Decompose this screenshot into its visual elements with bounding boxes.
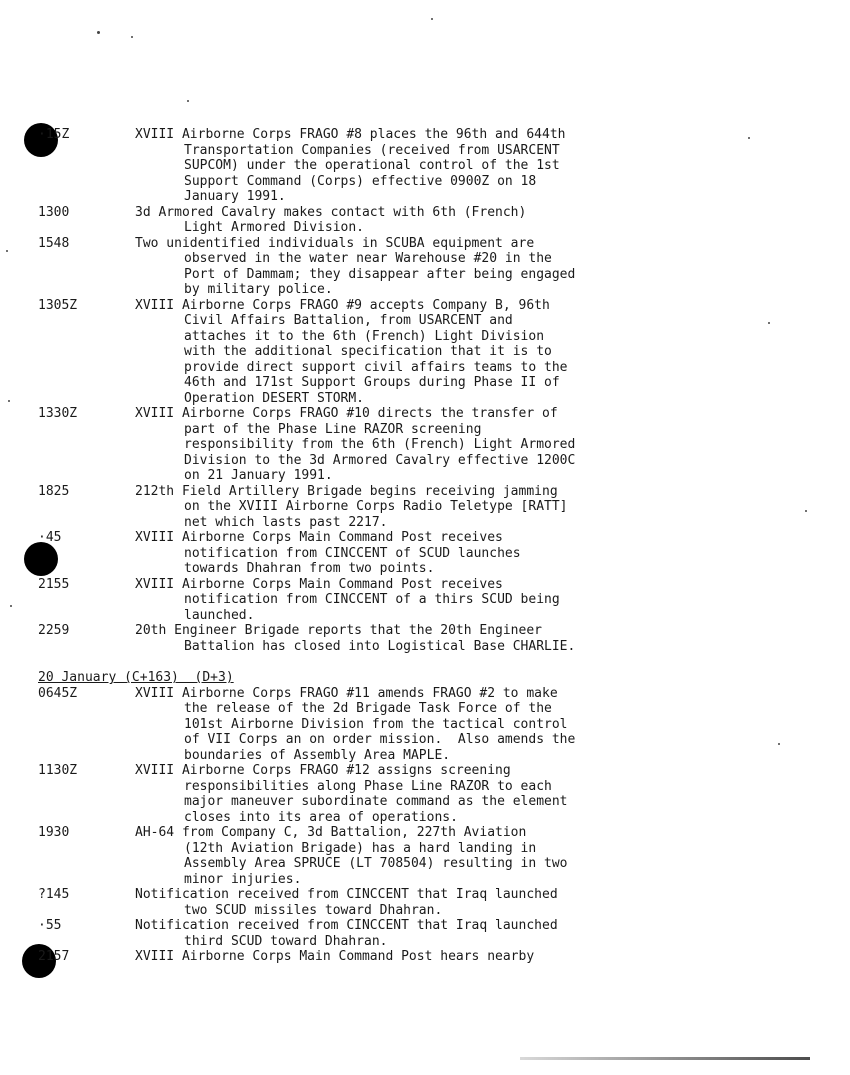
entry-line: Assembly Area SPRUCE (LT 708504) resulting in two (184, 856, 568, 871)
entry-line: Operation DESERT STORM. (184, 390, 365, 406)
entry-text (135, 763, 675, 825)
entry-line: Civil Affairs Battalion, from USARCENT and (184, 313, 513, 328)
entry-text (135, 887, 675, 918)
entry-time: 1548 (38, 235, 70, 251)
log-entry (38, 949, 678, 965)
entry-time: 1930 (38, 825, 70, 840)
scan-speck (131, 36, 133, 38)
entry-line: Support Command (Corps) effective 0900Z on 18 (184, 173, 537, 189)
entry-time: 1825 (38, 483, 70, 499)
entry-line: notification from CINCCENT of a thirs SCUD being (184, 592, 560, 607)
entry-line: the release of the 2d Brigade Task Force of the (184, 701, 552, 716)
entry-line: two SCUD missiles toward Dhahran. (184, 902, 443, 918)
log-entry (38, 763, 678, 825)
entry-time: ·55 (38, 918, 62, 933)
log-entry (38, 577, 678, 624)
log-entry (38, 298, 678, 407)
scan-speck (768, 322, 770, 324)
scan-speck (10, 605, 12, 607)
entry-line: XVIII Airborne Corps Main Command Post hears nearby (135, 949, 535, 964)
date-heading: 20 January (C+163) (D+3) (38, 670, 234, 685)
entry-line: 212th Field Artillery Brigade begins receiving jamming (135, 483, 558, 499)
log-entry (38, 887, 678, 918)
entry-text (135, 236, 675, 298)
entry-line: notification from CINCCENT of SCUD launches (184, 545, 521, 561)
entry-line: XVIII Airborne Corps FRAGO #9 accepts Company B, 96th (135, 297, 550, 313)
scan-edge-line (520, 1057, 810, 1060)
entry-line: AH-64 from Company C, 3d Battalion, 227th Aviation (135, 825, 527, 840)
entry-text (135, 484, 675, 531)
entry-line: (12th Aviation Brigade) has a hard landing in (184, 840, 537, 856)
entry-text (135, 623, 675, 654)
entry-line: Notification received from CINCCENT that Iraq launched (135, 918, 558, 933)
entry-line: boundaries of Assembly Area MAPLE. (184, 747, 451, 763)
entry-line: with the additional specification that it is to (184, 344, 552, 359)
entry-text (135, 298, 675, 407)
entry-line: 101st Airborne Division from the tactical control (184, 716, 568, 732)
entry-time: 1330Z (38, 406, 78, 421)
entry-line: third SCUD toward Dhahran. (184, 933, 388, 949)
entry-line: Two unidentified individuals in SCUBA equipment are (135, 235, 535, 251)
scan-speck (8, 400, 10, 402)
entry-line: attaches it to the 6th (French) Light Division (184, 328, 545, 344)
scan-speck (805, 510, 807, 512)
log-entry (38, 686, 678, 764)
entry-line: Port of Dammam; they disappear after being engaged (184, 266, 576, 282)
log-entry (38, 825, 678, 887)
entry-text (135, 205, 675, 236)
entry-text (135, 686, 675, 764)
entry-text (135, 825, 675, 887)
log-entry (38, 127, 678, 205)
log-entry (38, 918, 678, 949)
chronology (38, 127, 678, 965)
entry-line: on 21 January 1991. (184, 468, 333, 483)
entry-line: Battalion has closed into Logistical Base CHARLIE. (184, 638, 576, 654)
entry-time: 2259 (38, 623, 70, 638)
entry-line: 20th Engineer Brigade reports that the 20th Engineer (135, 623, 542, 638)
log-entry (38, 236, 678, 298)
entry-time: 1130Z (38, 763, 78, 778)
entry-line: part of the Phase Line RAZOR screening (184, 421, 482, 437)
entry-line: provide direct support civil affairs teams to the (184, 359, 568, 375)
entry-line: Transportation Companies (received from USARCENT (184, 142, 560, 158)
entry-line: on the XVIII Airborne Corps Radio Teletype [RATT] (184, 499, 568, 514)
entry-text (135, 530, 675, 577)
entry-time: 0645Z (38, 685, 78, 701)
entry-line: XVIII Airborne Corps FRAGO #12 assigns screening (135, 763, 511, 778)
log-entry (38, 484, 678, 531)
entry-line: closes into its area of operations. (184, 809, 458, 825)
entry-line: XVIII Airborne Corps FRAGO #10 directs the transfer of (135, 406, 558, 421)
entry-line: SUPCOM) under the operational control of the 1st (184, 158, 560, 173)
entry-line: XVIII Airborne Corps FRAGO #8 places the 96th and 644th (135, 127, 566, 142)
entry-line: major maneuver subordinate command as the element (184, 794, 568, 809)
entry-time: 2155 (38, 576, 70, 592)
entry-line: responsibility from the 6th (French) Light Armored (184, 437, 576, 452)
entry-time: 1305Z (38, 297, 78, 313)
entry-time: ?145 (38, 887, 70, 902)
entry-line: minor injuries. (184, 871, 302, 887)
entry-text (135, 127, 675, 205)
entry-line: XVIII Airborne Corps Main Command Post receives (135, 576, 503, 592)
entries-19-january (38, 127, 678, 654)
scan-speck (778, 743, 780, 745)
entry-line: Notification received from CINCCENT that Iraq launched (135, 887, 558, 902)
entry-line: of VII Corps an on order mission. Also amends the (184, 732, 576, 747)
entry-line: 3d Armored Cavalry makes contact with 6th (French) (135, 204, 527, 220)
scan-speck (97, 31, 100, 34)
entry-line: launched. (184, 607, 255, 623)
entry-line: by military police. (184, 282, 333, 297)
entries-20-january (38, 686, 678, 965)
entry-time: 2157 (38, 949, 70, 964)
scan-speck (748, 137, 750, 139)
log-entry (38, 623, 678, 654)
entry-line: towards Dhahran from two points. (184, 561, 435, 576)
log-entry (38, 205, 678, 236)
scan-speck (187, 100, 189, 102)
scan-speck (6, 250, 8, 252)
entry-line: XVIII Airborne Corps Main Command Post receives (135, 530, 503, 545)
entry-text (135, 577, 675, 624)
entry-line: January 1991. (184, 189, 286, 204)
entry-line: responsibilities along Phase Line RAZOR to each (184, 778, 552, 794)
log-entry (38, 406, 678, 484)
entry-line: net which lasts past 2217. (184, 514, 388, 530)
entry-line: Light Armored Division. (184, 220, 365, 235)
entry-line: XVIII Airborne Corps FRAGO #11 amends FRAGO #2 to make (135, 685, 558, 701)
entry-time: 1300 (38, 204, 70, 220)
entry-text (135, 406, 675, 484)
entry-text (135, 918, 675, 949)
entry-text (135, 949, 675, 965)
scan-speck (431, 18, 433, 20)
entry-line: observed in the water near Warehouse #20 in the (184, 251, 552, 266)
log-entry (38, 530, 678, 577)
entry-time: ·15Z (38, 127, 70, 142)
entry-line: Division to the 3d Armored Cavalry effective 1200C (184, 452, 576, 468)
entry-time: ·45 (38, 530, 62, 545)
entry-line: 46th and 171st Support Groups during Phase II of (184, 375, 560, 390)
